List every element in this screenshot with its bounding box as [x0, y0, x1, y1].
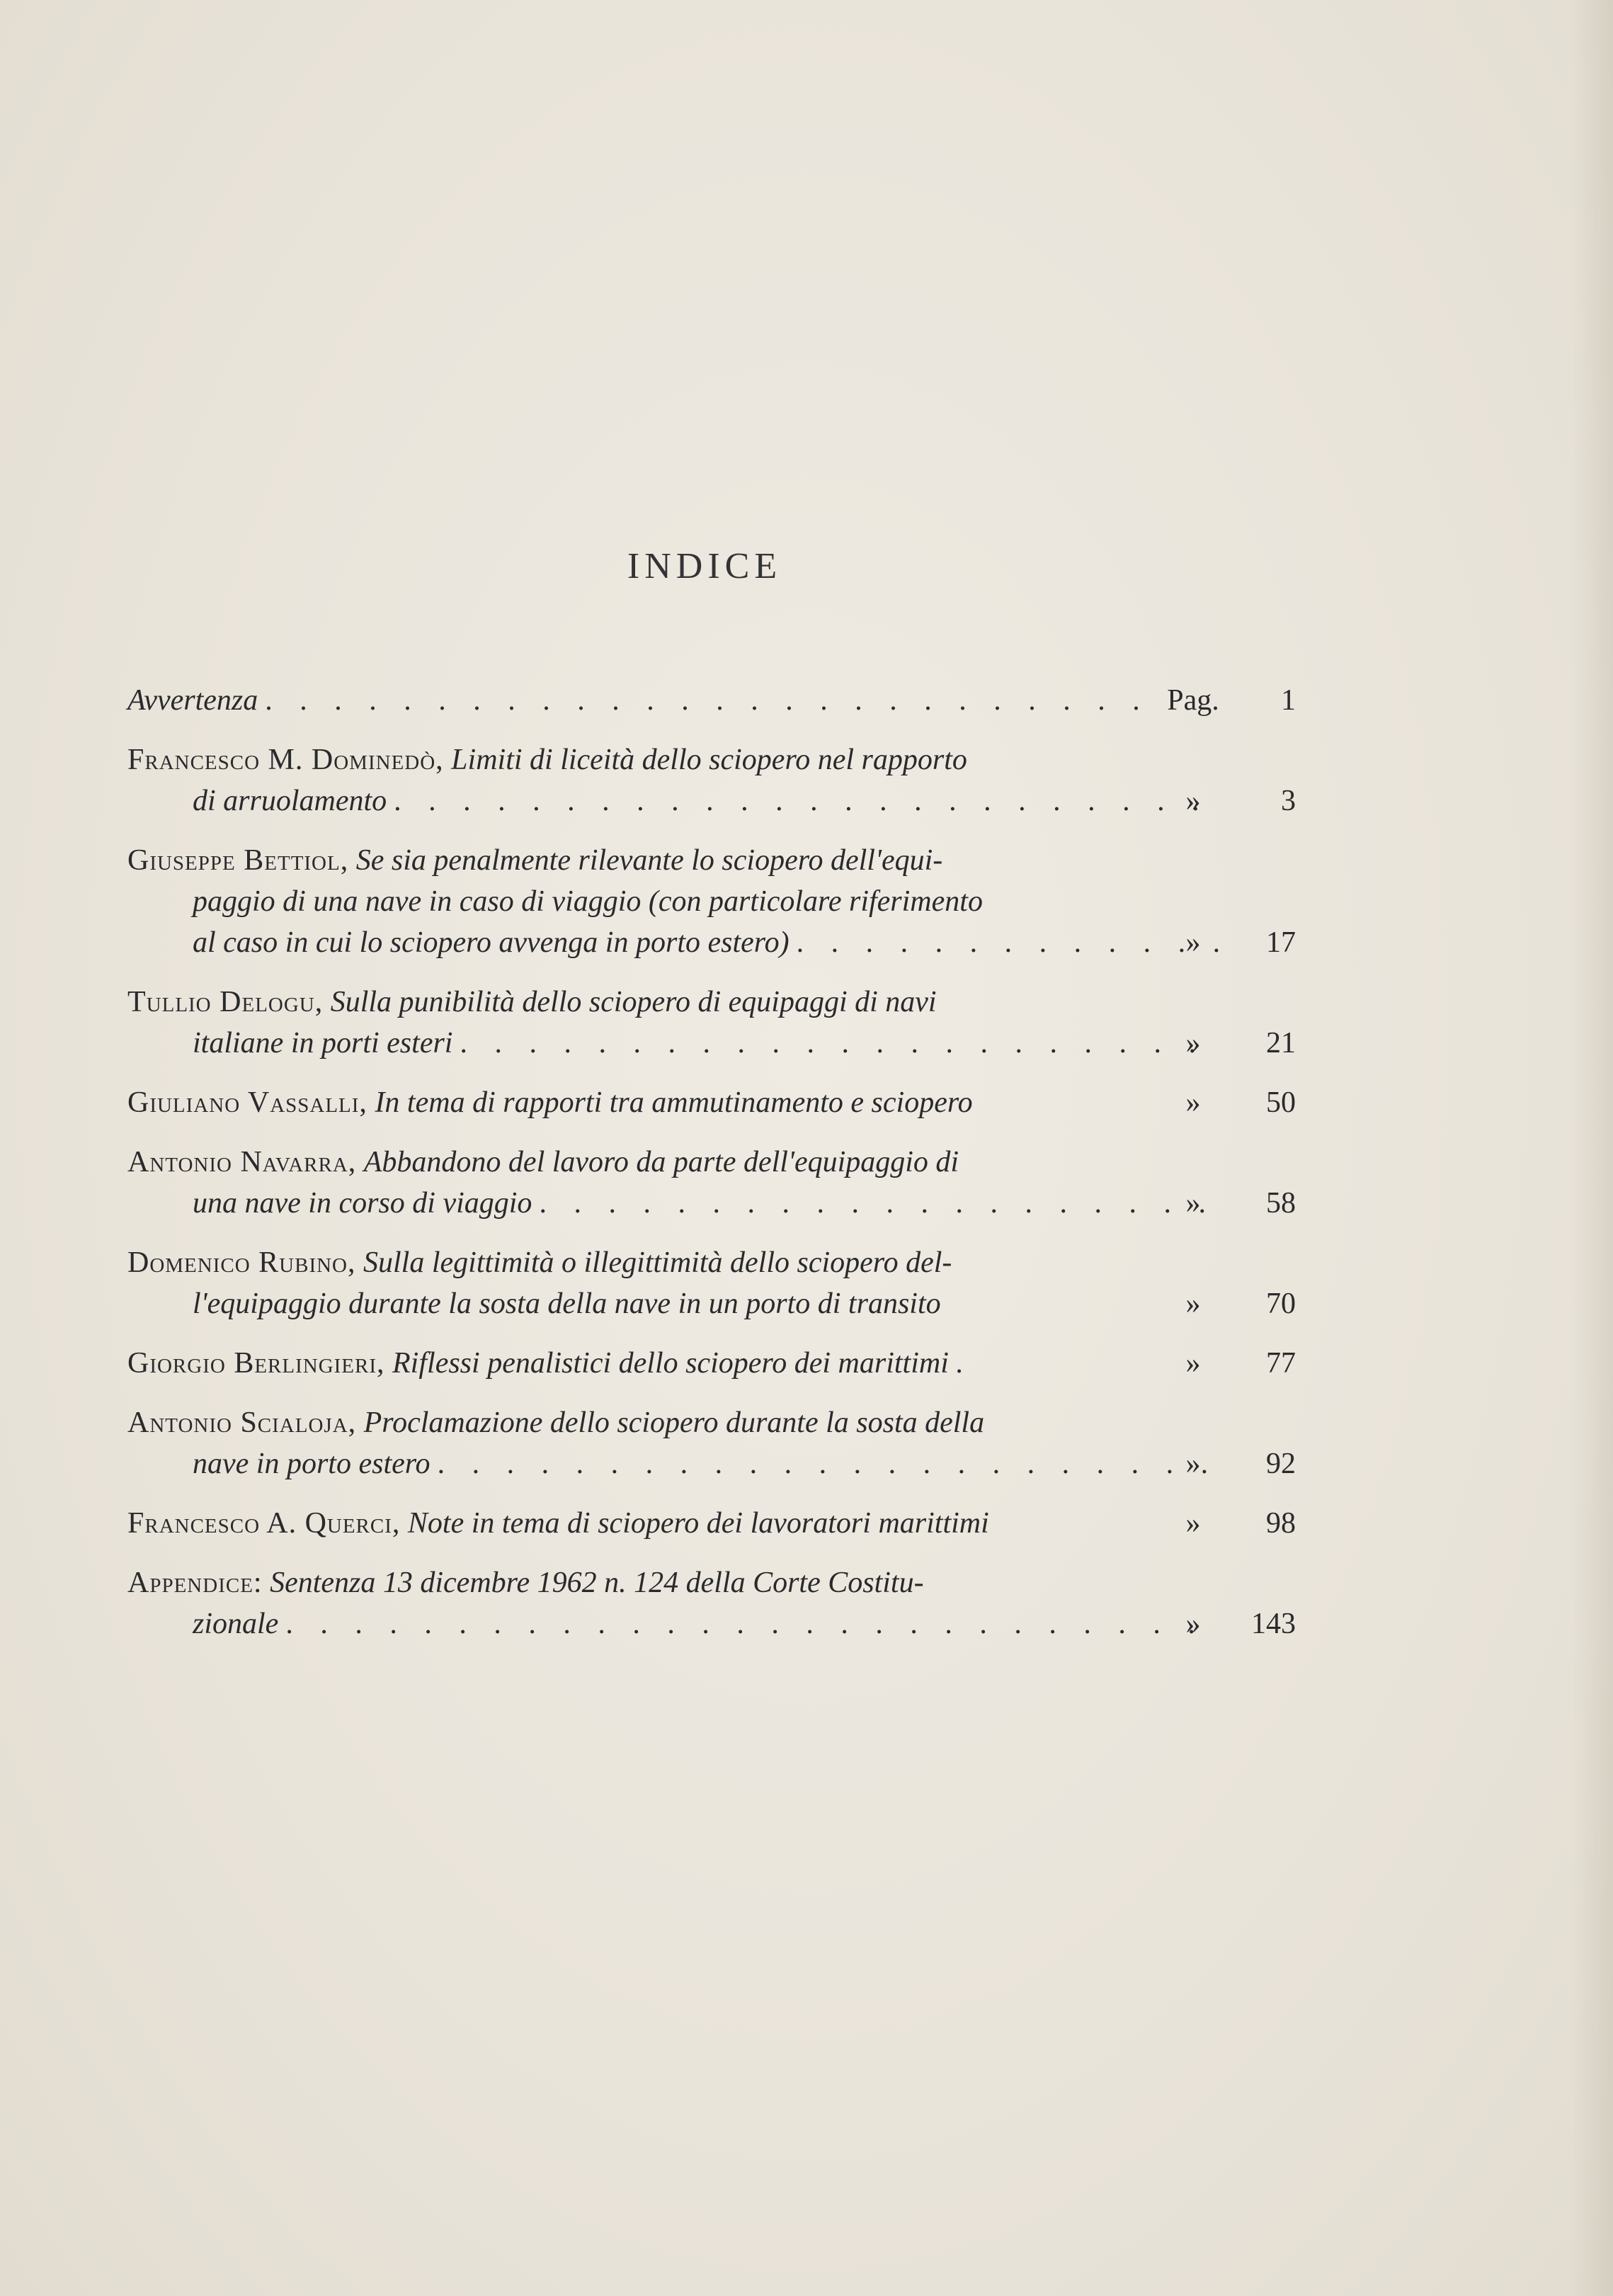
toc-author: Appendice:	[127, 1567, 263, 1599]
toc-work-title: Avvertenza	[127, 684, 258, 717]
toc-entry	[127, 1402, 1296, 1484]
toc-entry-line	[127, 1343, 1154, 1384]
toc-work-title: Sentenza 13 dicembre 1962 n. 124 della Corte Costitu-	[270, 1567, 924, 1599]
toc-page-ref	[1154, 1443, 1296, 1484]
toc-page-ref	[1154, 1082, 1296, 1123]
dot-leader	[258, 680, 1154, 721]
toc-entry	[127, 840, 1296, 963]
toc-page-number: 17	[1266, 926, 1296, 959]
toc-page-number: 58	[1266, 1187, 1296, 1220]
toc-work-title: Abbandono del lavoro da parte dell'equipaggio di	[363, 1146, 959, 1178]
toc-work-title: italiane in porti esteri	[193, 1027, 453, 1059]
toc-author: Tullio Delogu,	[127, 986, 324, 1018]
toc-entry-line	[127, 1242, 1154, 1283]
toc-page-ref	[1154, 1183, 1296, 1224]
toc-work-title: nave in porto estero	[193, 1448, 431, 1480]
toc-work-title: l'equipaggio durante la sosta della nave in un porto di transito	[193, 1288, 941, 1320]
toc-page-number: 70	[1266, 1288, 1296, 1320]
dot-leader	[278, 1603, 1219, 1644]
toc-page-ref	[1154, 1283, 1296, 1324]
toc-entry-line	[127, 1023, 1219, 1064]
toc-work-title: In tema di rapporti tra ammutinamento e sciopero	[375, 1086, 973, 1119]
toc-page-number: 3	[1281, 785, 1296, 817]
toc-work-title: una nave in corso di viaggio	[193, 1187, 532, 1220]
toc-work-title: Note in tema di sciopero dei lavoratori marittimi	[407, 1507, 989, 1540]
toc-entry-line	[127, 1283, 1219, 1324]
toc-page-ref	[1154, 780, 1296, 822]
toc-entry	[127, 1503, 1296, 1544]
toc-author: Domenico Rubino,	[127, 1246, 356, 1279]
toc-entry-line	[127, 1082, 1154, 1123]
toc-page-number: 21	[1266, 1027, 1296, 1059]
dot-leader	[387, 780, 1219, 822]
toc-author: Francesco A. Querci,	[127, 1507, 401, 1540]
table-of-contents	[127, 680, 1296, 1644]
toc-page-marker: »	[1185, 1187, 1201, 1220]
toc-page-ref	[1154, 1343, 1296, 1384]
toc-page-marker: »	[1185, 1608, 1201, 1640]
toc-entry-line	[127, 1443, 1219, 1484]
toc-entry-line	[127, 922, 1219, 963]
toc-page-ref	[1154, 1023, 1296, 1064]
toc-page-number: 1	[1281, 684, 1296, 717]
toc-entry	[127, 982, 1296, 1064]
toc-page-marker: »	[1185, 1288, 1201, 1320]
toc-entry-line	[127, 780, 1219, 822]
toc-page-ref	[1154, 680, 1296, 721]
toc-author: Antonio Scialoja,	[127, 1406, 357, 1439]
toc-entry	[127, 1082, 1296, 1123]
toc-page-marker: »	[1185, 1448, 1201, 1480]
toc-author: Francesco M. Dominedò,	[127, 744, 444, 776]
toc-page-marker: »	[1185, 1027, 1201, 1059]
toc-entry-line	[127, 1183, 1219, 1224]
toc-page-number: 143	[1251, 1608, 1296, 1640]
toc-page-marker: »	[1185, 785, 1201, 817]
toc-entry-line	[127, 1142, 1154, 1183]
dot-leader	[431, 1443, 1219, 1484]
toc-page-marker: »	[1185, 1507, 1201, 1540]
dot-leader	[532, 1183, 1219, 1224]
toc-work-title: Se sia penalmente rilevante lo sciopero dell'equi-	[355, 844, 943, 877]
toc-page-marker: »	[1185, 926, 1201, 959]
toc-entry	[127, 1343, 1296, 1384]
toc-page-number: 77	[1266, 1347, 1296, 1380]
toc-entry-line	[127, 1503, 1154, 1544]
toc-entry-line	[127, 982, 1154, 1023]
index-title: INDICE	[627, 546, 782, 586]
toc-work-title: Limiti di liceità dello sciopero nel rapporto	[451, 744, 967, 776]
toc-entry-line	[127, 680, 1154, 721]
toc-author: Antonio Navarra,	[127, 1146, 357, 1178]
toc-entry-line	[127, 881, 1219, 922]
toc-entry	[127, 680, 1296, 721]
toc-work-title: Sulla punibilità dello sciopero di equipaggi di navi	[330, 986, 937, 1018]
toc-entry	[127, 1242, 1296, 1324]
toc-page-number: 50	[1266, 1086, 1296, 1119]
toc-page-number: 98	[1266, 1507, 1296, 1540]
toc-entry	[127, 739, 1296, 822]
toc-page-ref	[1154, 922, 1296, 963]
toc-entry-line	[127, 1402, 1154, 1443]
toc-page-marker: »	[1185, 1086, 1201, 1119]
toc-entry	[127, 1142, 1296, 1224]
toc-entry-line	[127, 1562, 1154, 1603]
toc-author: Giorgio Berlingieri,	[127, 1347, 385, 1380]
toc-work-title: Proclamazione dello sciopero durante la sosta della	[363, 1406, 985, 1439]
toc-entry-line	[127, 1603, 1219, 1644]
toc-author: Giuliano Vassalli,	[127, 1086, 367, 1119]
toc-work-title: zionale	[193, 1608, 279, 1640]
toc-page-number: 92	[1266, 1448, 1296, 1480]
toc-work-title: Riflessi penalistici dello sciopero dei marittimi .	[392, 1347, 964, 1380]
toc-page-ref	[1154, 1603, 1296, 1644]
toc-work-title: paggio di una nave in caso di viaggio (con particolare riferimento	[193, 885, 983, 918]
toc-work-title: di arruolamento	[193, 785, 387, 817]
toc-page-marker: Pag.	[1167, 684, 1219, 717]
toc-work-title: Sulla legittimità o illegittimità dello sciopero del-	[363, 1246, 952, 1279]
toc-author: Giuseppe Bettiol,	[127, 844, 349, 877]
toc-entry	[127, 1562, 1296, 1644]
toc-page-ref	[1154, 1503, 1296, 1544]
dot-leader	[452, 1023, 1219, 1064]
toc-entry-line	[127, 739, 1154, 780]
toc-page-marker: »	[1185, 1347, 1201, 1380]
toc-entry-line	[127, 840, 1154, 881]
toc-work-title: al caso in cui lo sciopero avvenga in porto estero)	[193, 926, 790, 959]
